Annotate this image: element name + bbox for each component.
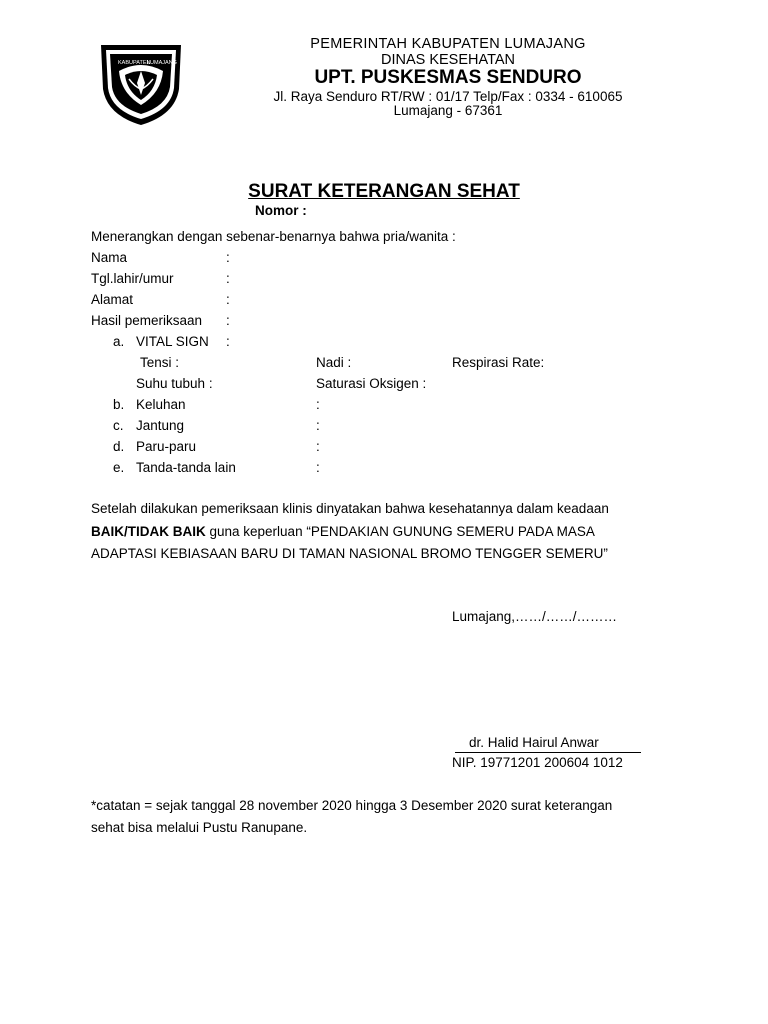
logo-text-right: LUMAJANG [147, 60, 177, 66]
statement-result-bold: BAIK/TIDAK BAIK [91, 524, 206, 539]
place-date: Lumajang,……/……/……… [452, 609, 618, 624]
vital-tensi-label: Tensi : [140, 355, 180, 370]
list-letter-a: a. [113, 334, 125, 349]
field-label-nama: Nama [91, 250, 128, 265]
item-label-jantung: Jantung [136, 418, 185, 433]
item-label-tanda-tanda-lain: Tanda-tanda lain [136, 460, 236, 475]
header-institution: UPT. PUSKESMAS SENDURO [314, 67, 582, 88]
header-address: Jl. Raya Senduro RT/RW : 01/17 Telp/Fax : 0334 - 610065 [273, 89, 623, 104]
field-label-alamat: Alamat [91, 292, 134, 307]
field-colon: : [316, 418, 320, 433]
list-letter-e: e. [113, 460, 125, 475]
header-city: Lumajang - 67361 [393, 103, 503, 118]
note-line-1: *catatan = sejak tanggal 28 november 2020 hingga 3 Desember 2020 surat keterangan [91, 798, 613, 813]
header-government: PEMERINTAH KABUPATEN LUMAJANG [310, 36, 586, 52]
statement-line-3: ADAPTASI KEBIASAAN BARU DI TAMAN NASIONAL BROMO TENGGER SEMERU” [91, 546, 608, 561]
signature-underline [455, 752, 641, 753]
item-label-keluhan: Keluhan [136, 397, 186, 412]
field-label-tgl-lahir: Tgl.lahir/umur [91, 271, 174, 286]
list-letter-b: b. [113, 397, 125, 412]
document-number: Nomor : [255, 203, 307, 218]
statement-line-2 [91, 524, 595, 539]
vital-suhu-label: Suhu tubuh : [136, 376, 213, 391]
field-colon: : [226, 292, 230, 307]
signer-name: dr. Halid Hairul Anwar [469, 735, 599, 750]
statement-purpose: guna keperluan “PENDAKIAN GUNUNG SEMERU PADA MASA [205, 524, 595, 539]
logo-text-left: KABUPATEN [118, 60, 151, 66]
field-colon: : [226, 334, 230, 349]
statement-line-1: Setelah dilakukan pemeriksaan klinis dinyatakan bahwa kesehatannya dalam keadaan [91, 501, 609, 516]
list-letter-d: d. [113, 439, 125, 454]
field-colon: : [316, 460, 320, 475]
vital-saturasi-label: Saturasi Oksigen : [316, 376, 427, 391]
document-title: SURAT KETERANGAN SEHAT [248, 181, 520, 202]
item-label-vital-sign: VITAL SIGN [136, 334, 209, 349]
signer-nip: NIP. 19771201 200604 1012 [452, 755, 623, 770]
field-colon: : [226, 250, 230, 265]
field-label-hasil-pemeriksaan: Hasil pemeriksaan [91, 313, 203, 328]
item-label-paru-paru: Paru-paru [136, 439, 197, 454]
note-line-2: sehat bisa melalui Pustu Ranupane. [91, 820, 308, 835]
field-colon: : [316, 397, 320, 412]
header-department: DINAS KESEHATAN [380, 52, 516, 68]
intro-text: Menerangkan dengan sebenar-benarnya bahwa pria/wanita : [91, 229, 456, 244]
vital-nadi-label: Nadi : [316, 355, 352, 370]
field-colon: : [226, 271, 230, 286]
field-colon: : [316, 439, 320, 454]
list-letter-c: c. [113, 418, 124, 433]
vital-respirasi-label: Respirasi Rate: [452, 355, 545, 370]
field-colon: : [226, 313, 230, 328]
